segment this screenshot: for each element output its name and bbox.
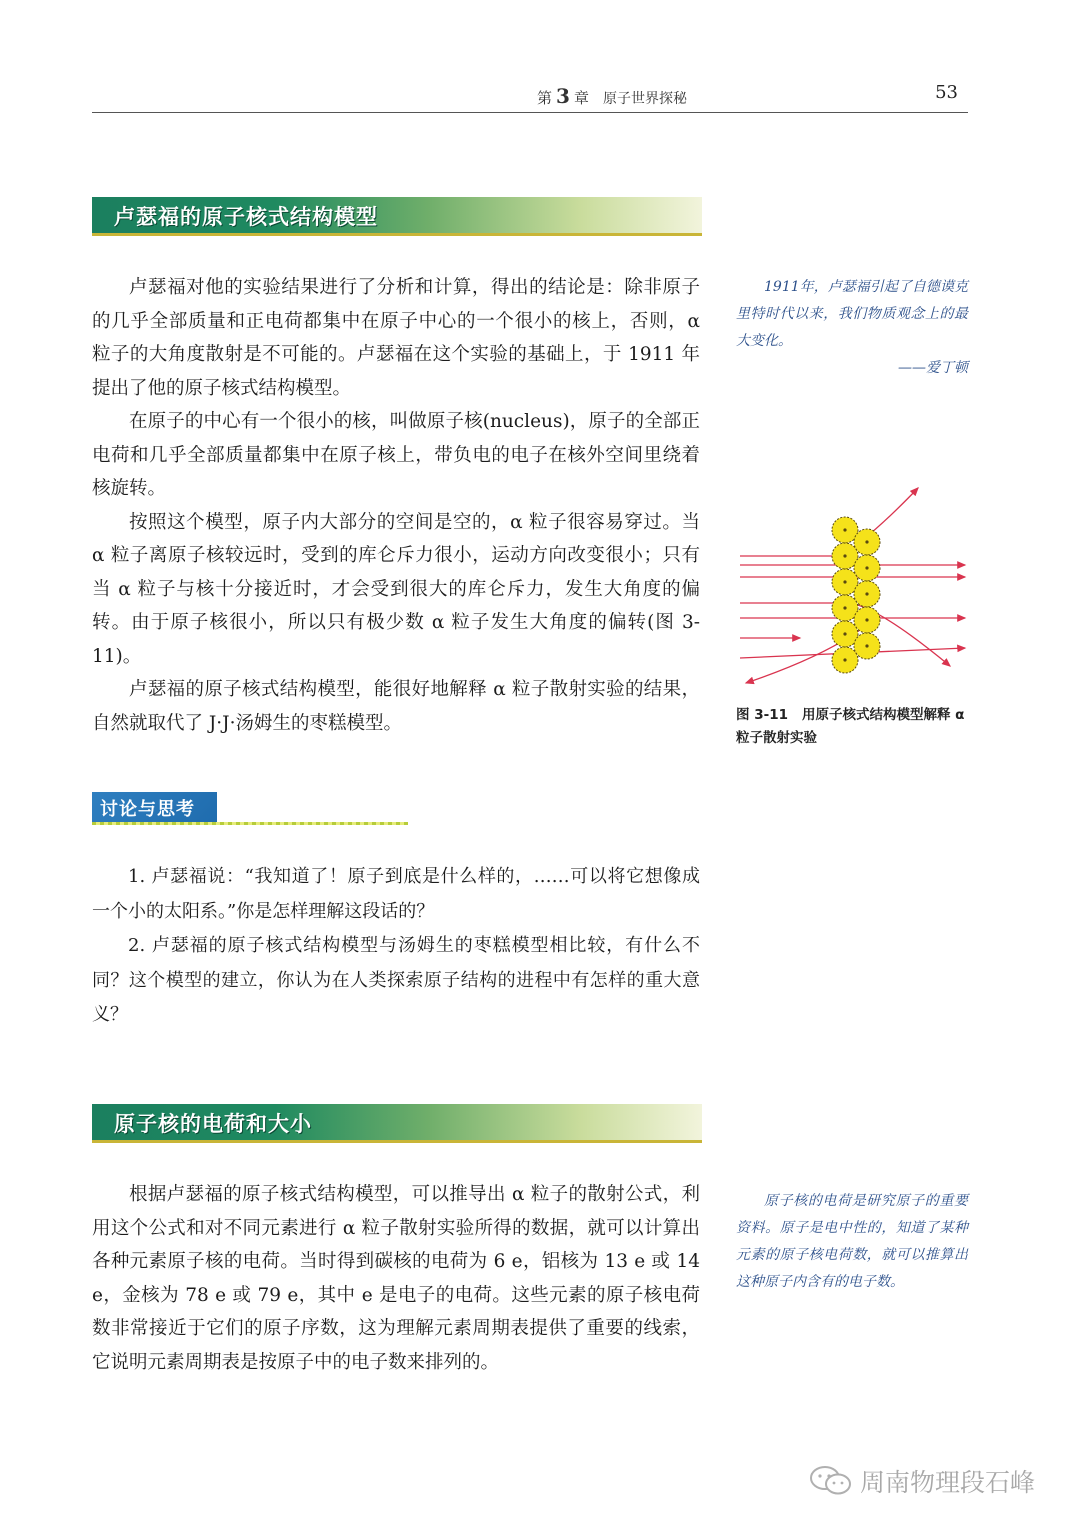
figure-alpha-scattering xyxy=(740,478,970,688)
quote-text: 1911年，卢瑟福引起了自德谟克里特时代以来，我们物质观念上的最大变化。 xyxy=(736,279,968,349)
paragraph: 按照这个模型，原子内大部分的空间是空的，α 粒子很容易穿过。当 α 粒子离原子核较远时，受到的库仑斥力很小，运动方向改变很小；只有当 α 粒子与核十分接近时，才会受到很大的库仑斥力，发生大角度的偏转。由于原子核很小，所以只有极少数 α 粒子发生大角度的偏转(图 3-11)。 xyxy=(92,511,700,667)
section2-body xyxy=(92,1178,700,1379)
nucleus-center xyxy=(843,632,846,635)
figure-caption-text: 用原子核式结构模型解释 α 粒子散射实验 xyxy=(736,707,965,746)
sidenote-eddington-quote xyxy=(736,274,968,382)
paragraph: 卢瑟福的原子核式结构模型，能很好地解释 α 粒子散射实验的结果，自然就取代了 J·J·汤姆生的枣糕模型。 xyxy=(92,679,700,734)
chapter-title: 原子世界探秘 xyxy=(602,91,687,107)
sidenote-nucleus-charge xyxy=(736,1188,968,1296)
gold-nuclei xyxy=(832,517,880,673)
discussion-banner xyxy=(92,792,217,822)
sidenote-text: 原子核的电荷是研究原子的重要资料。原子是电中性的，知道了某种元素的原子核电荷数，就可以推算出这种原子内含有的电子数。 xyxy=(736,1193,968,1290)
paragraph: 根据卢瑟福的原子核式结构模型，可以推导出 α 粒子的散射公式，利用这个公式和对不同元素进行 α 粒子散射实验所得的数据，就可以计算出各种元素原子核的电荷。当时得到碳核的电荷为 6 e，铝核为 13 e 或 14 e，金核为 78 e 或 79 e，其中 e 是电子的电荷。这些元素的原子核电荷数非常接近于它们的原子序数，这为理解元素周期表提供了重要的线索，它说明元素周期表是按原子中的电子数来排列的。 xyxy=(92,1184,700,1373)
chapter-label xyxy=(537,84,687,108)
nucleus-center xyxy=(843,580,846,583)
nucleus-center xyxy=(865,618,868,621)
chapter-prefix: 第 xyxy=(537,89,553,107)
paragraph: 在原子的中心有一个很小的核，叫做原子核(nucleus)，原子的全部正电荷和几乎全部质量都集中在原子核上，带负电的电子在核外空间里绕着核旋转。 xyxy=(92,411,700,499)
nucleus-center xyxy=(865,566,868,569)
nucleus-center xyxy=(843,528,846,531)
watermark-text: 周南物理段石峰 xyxy=(860,1468,1036,1497)
nucleus-center xyxy=(865,592,868,595)
alpha-track xyxy=(740,488,918,556)
question-item: 1. 卢瑟福说：“我知道了！原子到底是什么样的，……可以将它想像成一个小的太阳系。”你是怎样理解这段话的？ xyxy=(92,866,700,922)
running-header xyxy=(92,78,968,113)
discussion-title: 讨论与思考 xyxy=(100,799,195,820)
page-number: 53 xyxy=(935,82,958,103)
figure-number: 图 3-11 xyxy=(736,707,788,723)
chapter-number: 3 xyxy=(556,84,570,108)
nucleus-center xyxy=(843,606,846,609)
discussion-underline xyxy=(92,822,408,825)
nucleus-center xyxy=(843,554,846,557)
quote-attribution: ——爱丁顿 xyxy=(898,360,968,376)
question-item: 2. 卢瑟福的原子核式结构模型与汤姆生的枣糕模型相比较，有什么不同？这个模型的建立，你认为在人类探索原子结构的进程中有怎样的重大意义？ xyxy=(92,935,700,1025)
section-title: 卢瑟福的原子核式结构模型 xyxy=(114,205,378,229)
discussion-questions xyxy=(92,860,700,1033)
nucleus-center xyxy=(843,658,846,661)
section-title: 原子核的电荷和大小 xyxy=(114,1112,312,1136)
watermark xyxy=(808,1463,1035,1499)
section1-body xyxy=(92,271,700,740)
section-banner-rutherford-model xyxy=(92,197,702,236)
nucleus-center xyxy=(865,540,868,543)
paragraph: 卢瑟福对他的实验结果进行了分析和计算，得出的结论是：除非原子的几乎全部质量和正电荷都集中在原子中心的一个很小的核上，否则，α 粒子的大角度散射是不可能的。卢瑟福在这个实验的基础上，于 1911 年提出了他的原子核式结构模型。 xyxy=(92,277,700,399)
wechat-icon xyxy=(808,1465,854,1497)
section-banner-nucleus-charge xyxy=(92,1104,702,1143)
chapter-suffix: 章 xyxy=(573,89,589,107)
figure-caption xyxy=(736,704,971,750)
nucleus-center xyxy=(865,644,868,647)
